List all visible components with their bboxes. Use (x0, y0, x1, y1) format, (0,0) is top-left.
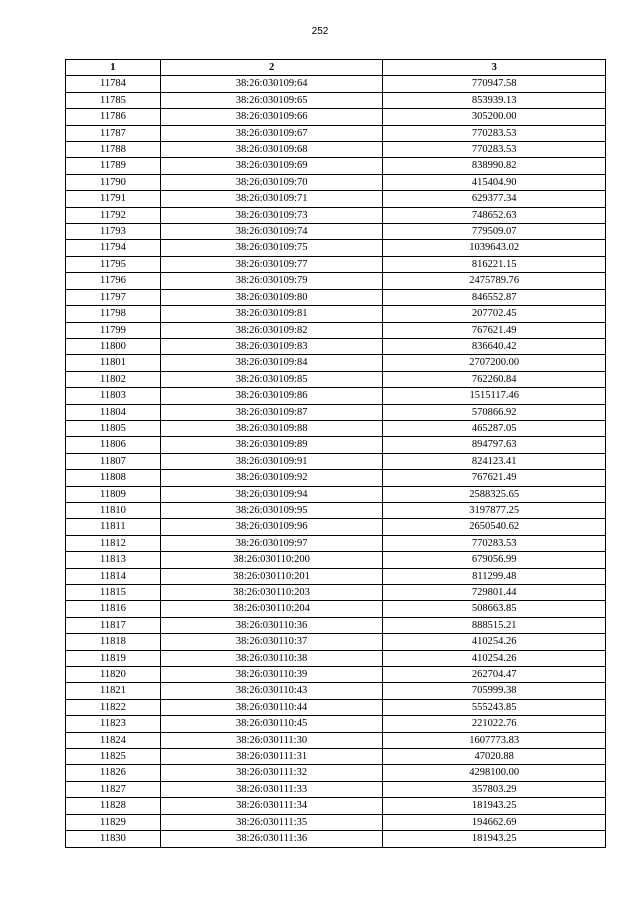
cadastral-number-cell: 38:26:030109:88 (160, 420, 383, 436)
table-row (66, 371, 606, 387)
cadastral-number-cell: 38:26:030110:44 (160, 699, 383, 715)
table-row (66, 338, 606, 354)
value-cell: 570866.92 (383, 404, 606, 420)
value-cell: 838990.82 (383, 158, 606, 174)
table-row (66, 601, 606, 617)
table-row (66, 306, 606, 322)
value-cell: 465287.05 (383, 420, 606, 436)
cadastral-number-cell: 38:26:030109:97 (160, 535, 383, 551)
row-number-cell: 11788 (66, 142, 161, 158)
row-number-cell: 11798 (66, 306, 161, 322)
table-row (66, 322, 606, 338)
value-cell: 888515.21 (383, 617, 606, 633)
row-number-cell: 11822 (66, 699, 161, 715)
table-row (66, 617, 606, 633)
value-cell: 3197877.25 (383, 502, 606, 518)
value-cell: 811299.48 (383, 568, 606, 584)
table-row (66, 683, 606, 699)
value-cell: 679056.99 (383, 552, 606, 568)
table-row (66, 207, 606, 223)
cadastral-number-cell: 38:26:030109:79 (160, 273, 383, 289)
cadastral-number-cell: 38:26:030110:36 (160, 617, 383, 633)
row-number-cell: 11824 (66, 732, 161, 748)
page-number: 252 (311, 26, 329, 37)
cadastral-number-cell: 38:26:030111:32 (160, 765, 383, 781)
header-row (66, 60, 606, 76)
value-cell: 1039643.02 (383, 240, 606, 256)
table-row (66, 814, 606, 830)
value-cell: 1607773.83 (383, 732, 606, 748)
cadastral-number-cell: 38:26:030109:73 (160, 207, 383, 223)
value-cell: 2475789.76 (383, 273, 606, 289)
row-number-cell: 11797 (66, 289, 161, 305)
row-number-cell: 11808 (66, 470, 161, 486)
table-row (66, 109, 606, 125)
value-cell: 836640.42 (383, 338, 606, 354)
value-cell: 779509.07 (383, 224, 606, 240)
table-row (66, 76, 606, 92)
table-row (66, 502, 606, 518)
table-row (66, 92, 606, 108)
cadastral-number-cell: 38:26:030109:89 (160, 437, 383, 453)
value-cell: 262704.47 (383, 667, 606, 683)
row-number-cell: 11795 (66, 256, 161, 272)
value-cell: 824123.41 (383, 453, 606, 469)
cadastral-number-cell: 38:26:030109:75 (160, 240, 383, 256)
row-number-cell: 11790 (66, 174, 161, 190)
row-number-cell: 11814 (66, 568, 161, 584)
cadastral-number-cell: 38:26:030109:95 (160, 502, 383, 518)
cadastral-number-cell: 38:26:030110:200 (160, 552, 383, 568)
value-cell: 4298100.00 (383, 765, 606, 781)
cadastral-number-cell: 38:26:030109:77 (160, 256, 383, 272)
value-cell: 415404.90 (383, 174, 606, 190)
cadastral-number-cell: 38:26:030111:36 (160, 831, 383, 847)
table-row (66, 289, 606, 305)
value-cell: 357803.29 (383, 781, 606, 797)
data-table (65, 59, 606, 848)
table-row (66, 240, 606, 256)
cadastral-number-cell: 38:26:030109:64 (160, 76, 383, 92)
row-number-cell: 11827 (66, 781, 161, 797)
value-cell: 767621.49 (383, 322, 606, 338)
row-number-cell: 11809 (66, 486, 161, 502)
cadastral-number-cell: 38:26:030109:81 (160, 306, 383, 322)
table-row (66, 355, 606, 371)
value-cell: 47020.88 (383, 749, 606, 765)
value-cell: 221022.76 (383, 716, 606, 732)
table-row (66, 732, 606, 748)
table-row (66, 273, 606, 289)
cadastral-number-cell: 38:26:030109:71 (160, 191, 383, 207)
table-row (66, 552, 606, 568)
table-row (66, 388, 606, 404)
row-number-cell: 11791 (66, 191, 161, 207)
cadastral-number-cell: 38:26:030109:74 (160, 224, 383, 240)
cadastral-number-cell: 38:26:030111:33 (160, 781, 383, 797)
cadastral-number-cell: 38:26:030109:80 (160, 289, 383, 305)
row-number-cell: 11805 (66, 420, 161, 436)
row-number-cell: 11784 (66, 76, 161, 92)
row-number-cell: 11801 (66, 355, 161, 371)
table-row (66, 781, 606, 797)
table-row (66, 224, 606, 240)
cadastral-number-cell: 38:26:030109:92 (160, 470, 383, 486)
row-number-cell: 11804 (66, 404, 161, 420)
row-number-cell: 11799 (66, 322, 161, 338)
cadastral-number-cell: 38:26:030109:67 (160, 125, 383, 141)
row-number-cell: 11829 (66, 814, 161, 830)
cadastral-number-cell: 38:26:030111:30 (160, 732, 383, 748)
value-cell: 207702.45 (383, 306, 606, 322)
value-cell: 508663.85 (383, 601, 606, 617)
row-number-cell: 11787 (66, 125, 161, 141)
value-cell: 2650540.62 (383, 519, 606, 535)
row-number-cell: 11816 (66, 601, 161, 617)
row-number-cell: 11815 (66, 585, 161, 601)
value-cell: 705999.38 (383, 683, 606, 699)
table-row (66, 667, 606, 683)
table-row (66, 437, 606, 453)
value-cell: 770283.53 (383, 535, 606, 551)
row-number-cell: 11792 (66, 207, 161, 223)
row-number-cell: 11802 (66, 371, 161, 387)
value-cell: 770283.53 (383, 125, 606, 141)
row-number-cell: 11786 (66, 109, 161, 125)
value-cell: 853939.13 (383, 92, 606, 108)
table-header (66, 60, 606, 76)
table-row (66, 585, 606, 601)
row-number-cell: 11812 (66, 535, 161, 551)
value-cell: 748652.63 (383, 207, 606, 223)
value-cell: 762260.84 (383, 371, 606, 387)
cadastral-number-cell: 38:26:030109:83 (160, 338, 383, 354)
value-cell: 2588325.65 (383, 486, 606, 502)
table-row (66, 716, 606, 732)
row-number-cell: 11825 (66, 749, 161, 765)
cadastral-number-cell: 38:26:030109:85 (160, 371, 383, 387)
cadastral-number-cell: 38:26:030110:204 (160, 601, 383, 617)
row-number-cell: 11803 (66, 388, 161, 404)
value-cell: 629377.34 (383, 191, 606, 207)
row-number-cell: 11813 (66, 552, 161, 568)
row-number-cell: 11800 (66, 338, 161, 354)
table-row (66, 158, 606, 174)
table-row (66, 568, 606, 584)
table-body (66, 76, 606, 847)
value-cell: 767621.49 (383, 470, 606, 486)
table-row (66, 125, 606, 141)
value-cell: 770283.53 (383, 142, 606, 158)
row-number-cell: 11811 (66, 519, 161, 535)
row-number-cell: 11796 (66, 273, 161, 289)
cadastral-number-cell: 38:26:030109:68 (160, 142, 383, 158)
value-cell: 770947.58 (383, 76, 606, 92)
cadastral-number-cell: 38:26:030109:69 (160, 158, 383, 174)
cadastral-number-cell: 38:26:030109:96 (160, 519, 383, 535)
row-number-cell: 11789 (66, 158, 161, 174)
row-number-cell: 11818 (66, 634, 161, 650)
row-number-cell: 11823 (66, 716, 161, 732)
row-number-cell: 11794 (66, 240, 161, 256)
value-cell: 555243.85 (383, 699, 606, 715)
table-row (66, 486, 606, 502)
cadastral-number-cell: 38:26:030109:87 (160, 404, 383, 420)
row-number-cell: 11830 (66, 831, 161, 847)
value-cell: 894797.63 (383, 437, 606, 453)
cadastral-number-cell: 38:26:030110:38 (160, 650, 383, 666)
table-row (66, 256, 606, 272)
table-row (66, 650, 606, 666)
table-row (66, 191, 606, 207)
cadastral-number-cell: 38:26:030109:70 (160, 174, 383, 190)
row-number-cell: 11826 (66, 765, 161, 781)
table-row (66, 699, 606, 715)
cadastral-number-cell: 38:26:030111:34 (160, 798, 383, 814)
cadastral-number-cell: 38:26:030110:45 (160, 716, 383, 732)
row-number-cell: 11807 (66, 453, 161, 469)
table-row (66, 831, 606, 847)
cadastral-number-cell: 38:26:030109:66 (160, 109, 383, 125)
row-number-cell: 11793 (66, 224, 161, 240)
row-number-cell: 11820 (66, 667, 161, 683)
row-number-cell: 11806 (66, 437, 161, 453)
table-row (66, 634, 606, 650)
cadastral-number-cell: 38:26:030109:84 (160, 355, 383, 371)
cadastral-number-cell: 38:26:030111:31 (160, 749, 383, 765)
table-row (66, 142, 606, 158)
value-cell: 2707200.00 (383, 355, 606, 371)
table-row (66, 535, 606, 551)
value-cell: 410254.26 (383, 634, 606, 650)
value-cell: 194662.69 (383, 814, 606, 830)
row-number-cell: 11828 (66, 798, 161, 814)
table-row (66, 519, 606, 535)
column-header: 3 (383, 60, 606, 76)
value-cell: 1515117.46 (383, 388, 606, 404)
row-number-cell: 11785 (66, 92, 161, 108)
cadastral-number-cell: 38:26:030109:94 (160, 486, 383, 502)
table-row (66, 470, 606, 486)
value-cell: 410254.26 (383, 650, 606, 666)
cadastral-number-cell: 38:26:030109:91 (160, 453, 383, 469)
table-row (66, 453, 606, 469)
column-header: 1 (66, 60, 161, 76)
cadastral-number-cell: 38:26:030109:86 (160, 388, 383, 404)
table-row (66, 749, 606, 765)
value-cell: 816221.15 (383, 256, 606, 272)
cadastral-number-cell: 38:26:030110:203 (160, 585, 383, 601)
cadastral-number-cell: 38:26:030110:39 (160, 667, 383, 683)
table-row (66, 420, 606, 436)
value-cell: 846552.87 (383, 289, 606, 305)
table-row (66, 174, 606, 190)
cadastral-number-cell: 38:26:030109:82 (160, 322, 383, 338)
row-number-cell: 11810 (66, 502, 161, 518)
cadastral-number-cell: 38:26:030110:201 (160, 568, 383, 584)
cadastral-number-cell: 38:26:030109:65 (160, 92, 383, 108)
row-number-cell: 11819 (66, 650, 161, 666)
row-number-cell: 11821 (66, 683, 161, 699)
table-row (66, 404, 606, 420)
table-row (66, 765, 606, 781)
cadastral-number-cell: 38:26:030110:37 (160, 634, 383, 650)
value-cell: 305200.00 (383, 109, 606, 125)
value-cell: 181943.25 (383, 798, 606, 814)
value-cell: 181943.25 (383, 831, 606, 847)
value-cell: 729801.44 (383, 585, 606, 601)
cadastral-number-cell: 38:26:030111:35 (160, 814, 383, 830)
cadastral-number-cell: 38:26:030110:43 (160, 683, 383, 699)
table-row (66, 798, 606, 814)
row-number-cell: 11817 (66, 617, 161, 633)
column-header: 2 (160, 60, 383, 76)
